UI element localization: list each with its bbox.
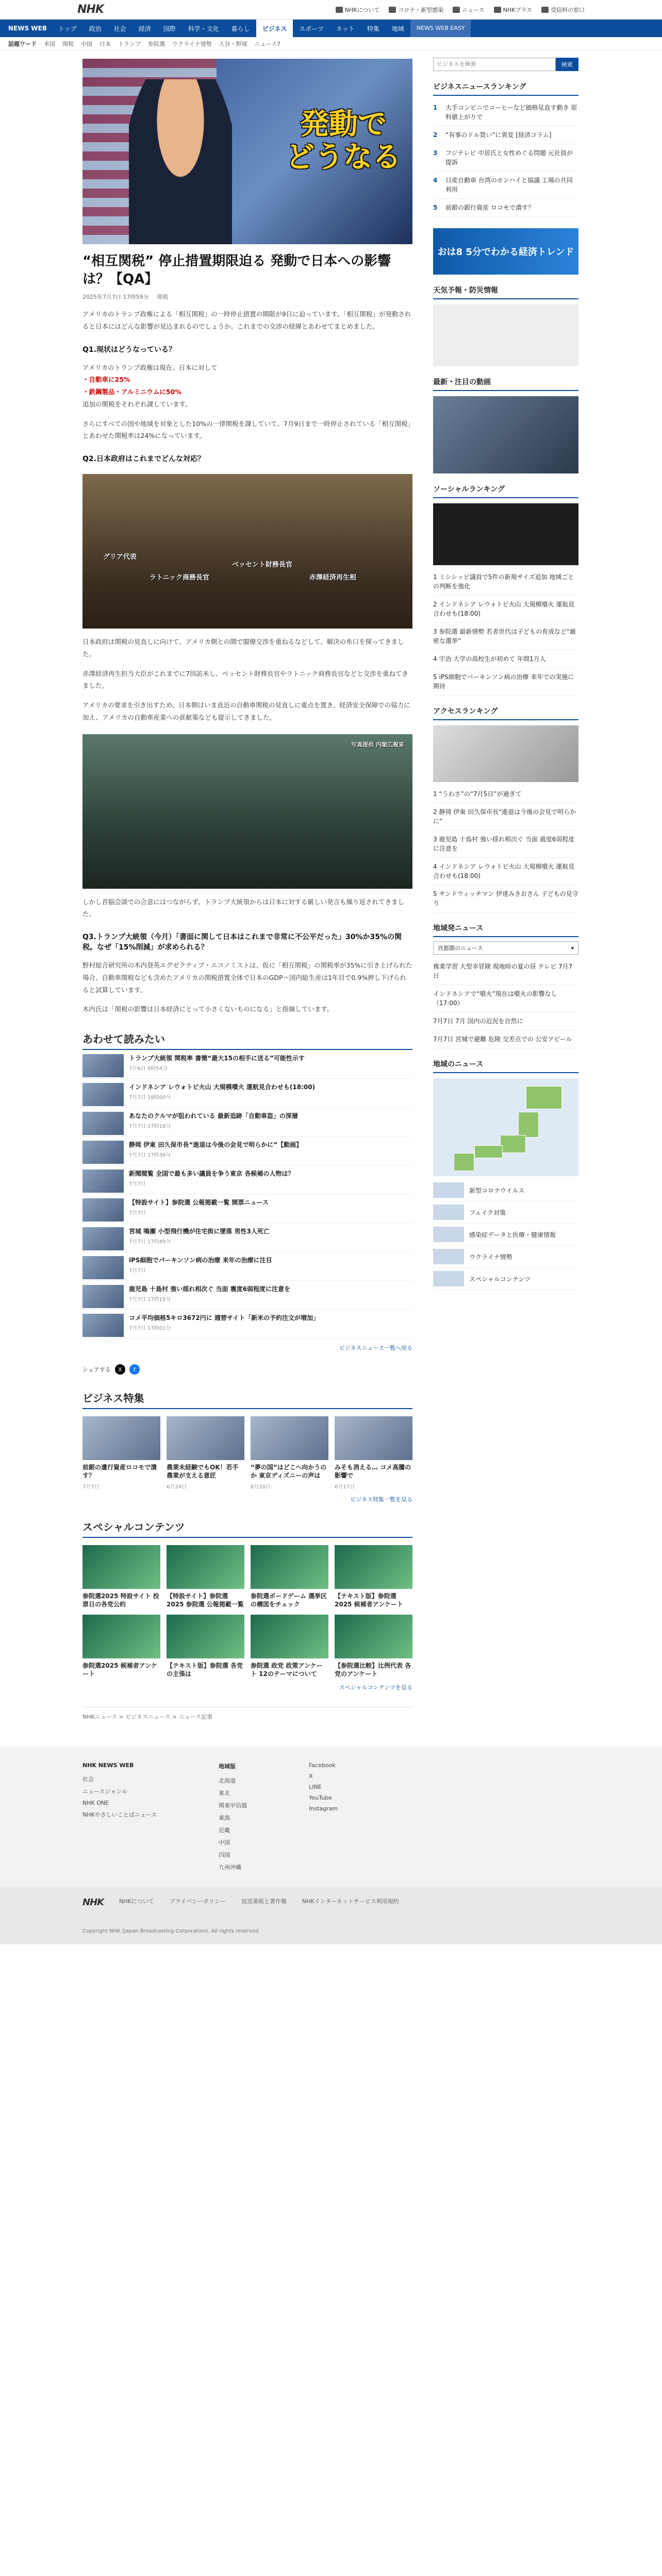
ranking-title: ビジネスニュースランキング: [433, 81, 578, 96]
photo-label: グリア代表: [103, 553, 137, 562]
nav-item[interactable]: 暮らし: [231, 25, 250, 32]
list-item[interactable]: 5 前銀の銀行資産 ロコモで潰す？: [433, 199, 578, 217]
line-link[interactable]: LINE: [309, 1784, 322, 1791]
nav-item[interactable]: 国際: [163, 25, 176, 32]
list-item[interactable]: 静岡 伊東 田久保市長“進退は今後の会見で明らかに”【動画】 7月7日 17時36分: [82, 1137, 412, 1165]
nav-item[interactable]: 地域: [391, 25, 404, 32]
list-item[interactable]: コメ平均価格5キロ3672円に 週替サイト「新米の予約注文が増加」 7月7日 17時01分: [82, 1310, 412, 1338]
thumbnail: [82, 1227, 124, 1250]
list-item[interactable]: 感染症データと医療・健康情報: [433, 1224, 578, 1246]
related-more-link[interactable]: ビジネスニュース一覧へ戻る: [339, 1345, 412, 1352]
top-link[interactable]: ニュース: [453, 6, 484, 14]
card-image: [251, 1615, 328, 1658]
footer-sns: [309, 1762, 338, 1871]
ranking-list: [433, 99, 578, 217]
question-heading: Q3.トランプ大統領（今月）「書面に関して日本はこれまで非常に不公平だった」30%か35%の関税。なぜ「15%削減」が求められる？: [82, 933, 402, 952]
list-item[interactable]: 2 静岡 伊東 田久保市長“進退は今後の会見で明らかに”: [433, 803, 578, 831]
thumbnail: [82, 1083, 124, 1106]
info-icon: [336, 7, 343, 13]
photo-label: ラトニック商務長官: [150, 574, 209, 582]
share-label: シェアする: [82, 1366, 111, 1374]
list-item[interactable]: 5 サンドウィッチマン 伊達みきおさん 子どもの見守り: [433, 885, 578, 912]
thumbnail: [82, 1285, 124, 1308]
youtube-link[interactable]: YouTube: [309, 1794, 332, 1802]
access-title: アクセスランキング: [433, 706, 578, 720]
business-title: ビジネス特集: [82, 1390, 412, 1409]
photo-credit: 写真提供 内閣広報室: [351, 741, 404, 748]
special-card[interactable]: 参院選2025 候補者アンケート: [82, 1615, 160, 1678]
weather-widget[interactable]: [433, 304, 578, 366]
main-column: [82, 50, 412, 1726]
thumbnail: [82, 1314, 124, 1337]
content-wrap: [0, 50, 662, 1726]
card-image: [167, 1545, 244, 1589]
business-card[interactable]: “夢の国”はどこへ向かうのか 東京ディズニーの声は 6月20日: [251, 1416, 328, 1489]
card-image: [167, 1615, 244, 1658]
special-card[interactable]: 【特設サイト】参院選2025 参院選 公報掲載一覧: [167, 1545, 244, 1608]
top-link[interactable]: NHKプラス: [494, 6, 532, 14]
nav-item[interactable]: スポーツ: [299, 25, 324, 32]
keyword[interactable]: トランプ: [118, 40, 141, 47]
map-region[interactable]: [500, 1135, 526, 1153]
keyword[interactable]: 中国: [81, 40, 92, 47]
map-region[interactable]: [518, 1112, 539, 1138]
person-graphic: [129, 79, 232, 244]
card-image: [82, 1545, 160, 1589]
special-card[interactable]: 参院選2025 特設サイト 投票日の各党公約: [82, 1545, 160, 1608]
list-item[interactable]: 2 “有事のドル買い”に異変 [経済コラム]: [433, 126, 578, 144]
thumbnail: [82, 1256, 124, 1279]
hero-caption: 発動で どうなる: [286, 108, 401, 175]
local-list: [433, 958, 578, 1048]
article-meta: [82, 293, 412, 301]
list-item[interactable]: フェイク対策: [433, 1201, 578, 1224]
special-card[interactable]: 【テキスト版】参院選 各党の主張は: [167, 1615, 244, 1678]
footer-bottom: NHK NHKについて プライバシーポリシー 放送番組と著作権 NHKインターネットサービス利用規約: [0, 1887, 662, 1918]
nav-item[interactable]: ネット: [336, 25, 355, 32]
card-image: [251, 1416, 328, 1460]
list-item[interactable]: 宮城 鳴瀬 小型飛行機が住宅街に墜落 男性3人死亡 7月7日 17時49分: [82, 1223, 412, 1252]
list-item[interactable]: ウクライナ情勢: [433, 1246, 578, 1268]
keyword[interactable]: 参院選: [148, 40, 165, 47]
list-item[interactable]: 1 ミシシッピ議員で5件の新規サイズ追加 地域ごとの判断を強化: [433, 568, 578, 596]
list-item[interactable]: 新聞閲覧 全国で最も多い議員を争う東京 各候補の人物は？ 7月7日: [82, 1165, 412, 1194]
thumbnail: [82, 1112, 124, 1135]
facebook-link[interactable]: Facebook: [309, 1762, 336, 1769]
special-card[interactable]: 【参院選比較】比例代表 各党のアンケート: [335, 1615, 412, 1678]
top-link[interactable]: コロナ・新型感染: [389, 6, 443, 14]
business-cards: [82, 1416, 412, 1489]
nav-brand[interactable]: NEWS WEB: [8, 25, 47, 32]
card-image: [82, 1615, 160, 1658]
article-date: 2025年7月7日 17時59分: [82, 294, 149, 301]
search-button[interactable]: 検索: [556, 58, 578, 71]
access-image: [433, 725, 578, 782]
top-links: [336, 6, 585, 14]
x-icon[interactable]: X: [115, 1364, 125, 1375]
nav-item[interactable]: トップ: [58, 25, 77, 32]
card-image: [335, 1416, 412, 1460]
feature-links: [433, 1179, 578, 1290]
list-item[interactable]: iPS細胞でパーキンソン病の治療 来年の治療に注目 7月7日: [82, 1252, 412, 1281]
list-item[interactable]: 3 フジテレビ 中居氏と女性めぐる問題 元社員が提訴: [433, 144, 578, 172]
copyright: Copyright NHK (Japan Broadcasting Corporation). All rights reserved.: [0, 1918, 662, 1944]
business-more-link[interactable]: ビジネス特集一覧を見る: [350, 1496, 412, 1503]
list-item[interactable]: 2 インドネシア レウォトビ火山 大規模噴火 運航見合わせも(18:00): [433, 596, 578, 623]
list-item[interactable]: インドネシア レウォトビ火山 大規模噴火 運航見合わせも(18:00) 7月7日 18時00分: [82, 1079, 412, 1108]
article-title: “相互関税” 停止措置期限迫る 発動で日本への影響は？【QA】: [82, 253, 391, 287]
social-title: ソーシャルランキング: [433, 484, 578, 498]
thumbnail: [82, 1198, 124, 1222]
card-image: [82, 1416, 160, 1460]
list-item[interactable]: 鹿児島 十島村 強い揺れ相次ぐ 当面 震度6弱程度に注意を 7月7日 17時15分: [82, 1281, 412, 1310]
business-card[interactable]: 農業未経験でもOK！若手農業が支える意匠 6月24日: [167, 1416, 244, 1489]
card-image: [251, 1545, 328, 1589]
local-title: 地域発ニュース: [433, 923, 578, 937]
list-item[interactable]: 3 鹿児島 十島村 強い揺れ相次ぐ 当面 震度6弱程度に注意を: [433, 831, 578, 858]
facebook-icon[interactable]: f: [129, 1364, 140, 1375]
play-icon: [494, 7, 501, 13]
keyword-label: 話題ワード: [8, 40, 37, 47]
thumbnail: [82, 1054, 124, 1077]
photo-label: ベッセント財務長官: [232, 561, 293, 569]
paragraph: 野村総合研究所の木内登英エグゼクティブ・エコノミストは、仮に「相互関税」の関税率が35%に引き上げられた場合、自動車関税なども含めたアメリカの関税措置全体で日本のGDP＝国内総生産は1年目で0.9%押し下げられると試算しています。: [82, 961, 412, 994]
chevron-down-icon: ▾: [571, 944, 574, 952]
top-bar: [0, 0, 662, 20]
map-region[interactable]: [454, 1153, 474, 1171]
summit-photo: [82, 734, 412, 889]
nav-item[interactable]: 科学・文化: [188, 25, 219, 32]
nav-item[interactable]: 経済: [138, 25, 151, 32]
latest-title: 最新・注目の動画: [433, 377, 578, 391]
list-item[interactable]: 7月7日 7月 国内の近況を自然に: [433, 1012, 578, 1030]
nhk-logo-footer[interactable]: NHK: [82, 1897, 104, 1908]
hero-image: [82, 59, 412, 244]
list-item[interactable]: 新型コロナウイルス: [433, 1179, 578, 1201]
nav-item[interactable]: 社会: [113, 25, 126, 32]
list-item[interactable]: 複業学習 大型幸冒険 現地時の夏の昼 テレビ 7月7日: [433, 958, 578, 985]
footer-col: NHK NEWS WEB 社会 ニュースジャンル NHK ONE NHKやさしいことばニュース: [82, 1762, 157, 1819]
paragraph: 日本政府は関税の見直しに向けて、アメリカ側との間で閣僚交渉を重ねるなどして、解決の糸口を探ってきました。: [82, 638, 404, 658]
related-title: あわせて読みたい: [82, 1031, 412, 1050]
nhk-logo[interactable]: NHK: [77, 3, 104, 16]
search-input[interactable]: [433, 58, 556, 71]
weather-title: 天気予報・防災情報: [433, 285, 578, 299]
virus-icon: [389, 7, 396, 13]
question-heading: Q1.現状はどうなっている？: [82, 345, 176, 354]
list-item[interactable]: 7月7日 宮城で避難 危険 交差点での 公安アピール: [433, 1030, 578, 1048]
special-card[interactable]: 参院選 政党 政策アンケート 12のテーマについて: [251, 1615, 328, 1678]
special-card[interactable]: 【テキスト版】参院選2025 候補者アンケート: [335, 1545, 412, 1608]
map-region[interactable]: [474, 1145, 503, 1158]
card-image: [335, 1545, 412, 1589]
keyword-bar: [0, 37, 662, 50]
keyword[interactable]: 関税: [62, 40, 74, 47]
article-body: [82, 308, 412, 1015]
photo-label: 赤澤経済再生相: [309, 574, 357, 582]
list-item[interactable]: 4 インドネシア レウォトビ火山 大規模噴火 運航見合わせも(18:00): [433, 858, 578, 885]
access-list: [433, 785, 578, 912]
nav-item-active[interactable]: ビジネス: [256, 20, 293, 37]
article-category[interactable]: 関税: [157, 294, 169, 301]
card-image: [335, 1615, 412, 1658]
list-item[interactable]: スペシャルコンテンツ: [433, 1268, 578, 1290]
list-item[interactable]: 4 宇治 大学の高校生が初めて 年間1万人: [433, 650, 578, 668]
search-box: [433, 58, 578, 71]
keyword[interactable]: 米国: [44, 40, 55, 47]
promo-banner[interactable]: おは8 5分でわかる経済トレンド: [433, 228, 578, 275]
footer-col: 地域版 北海道 東北 関東甲信越 東海 近畿 中国 四国 九州沖縄: [219, 1763, 247, 1871]
nav-item[interactable]: 特集: [367, 25, 379, 32]
special-title: スペシャルコンテンツ: [82, 1519, 412, 1538]
paragraph: アメリカのトランプ政権は現在、日本に対して ・自動車に25% ・鉄鋼製品・アルミニウムに50% 追加の関税をそれぞれ課しています。: [82, 363, 218, 408]
list-item[interactable]: 1 大手コンビニでコーヒーなど価格見直す動き 原料値上がりで: [433, 99, 578, 126]
site-footer: [0, 1747, 662, 1887]
nav-item[interactable]: 政治: [89, 25, 102, 32]
sidebar: [433, 50, 578, 1726]
list-item[interactable]: インドネシアで“噴火”現在は噴火の影響なし（17:00）: [433, 985, 578, 1012]
top-link[interactable]: NHKについて: [336, 6, 380, 14]
keyword[interactable]: 大谷・野球: [219, 40, 247, 47]
video-widget[interactable]: [433, 396, 578, 473]
list-item[interactable]: 【特設サイト】参院選 公報掲載一覧 開票ニュース 7月7日: [82, 1194, 412, 1223]
social-list: [433, 568, 578, 696]
social-image: [433, 503, 578, 565]
business-card[interactable]: みそも消える… コメ高騰の影響で 6月17日: [335, 1416, 412, 1489]
paragraph: 木内氏は「関税の影響は日本経済にとって小さくないものになる」と指摘しています。: [82, 1005, 334, 1013]
meeting-photo: [82, 474, 412, 629]
special-more-link[interactable]: スペシャルコンテンツを見る: [339, 1684, 412, 1691]
thumbnail: [82, 1170, 124, 1193]
paragraph: さらにすべての国や地域を対象とした10%の一律関税を課していて、7月9日まで一時停止されている「相互関税」とあわせた関税率は24%になっています。: [82, 419, 411, 440]
breadcrumb[interactable]: NHKニュース > ビジネスニュース > ニュース記事: [82, 1707, 412, 1726]
top-link[interactable]: 受信料の窓口: [541, 6, 585, 14]
list-item[interactable]: あなたのクルマが狙われている 最新追跡「自動車盗」の深層 7月7日 17時16分: [82, 1108, 412, 1137]
news-icon: [453, 7, 460, 13]
x-link[interactable]: X: [309, 1773, 313, 1780]
thumbnail: [82, 1141, 124, 1164]
map-title: 地域のニュース: [433, 1059, 578, 1073]
list-item[interactable]: 5 iPS細胞でパーキンソン病の治療 来年での実施に期待: [433, 668, 578, 696]
main-nav: [0, 20, 662, 37]
instagram-link[interactable]: Instagram: [309, 1805, 338, 1812]
paragraph: 赤澤経済再生担当大臣がこれまでに7回訪米し、ベッセント財務長官やラトニック商務長官などと交渉を重ねてきました。: [82, 669, 408, 690]
paragraph: アメリカのトランプ政権による「相互関税」の一時停止措置の期限が9日に迫っています。「相互関税」が発動されると日本にはどんな影響が見込まれるのでしょうか。これまでの交渉の経緯とあわせてまとめました。: [82, 310, 411, 330]
special-cards: [82, 1545, 412, 1679]
nav-easy[interactable]: NEWS WEB EASY: [410, 20, 471, 37]
business-card[interactable]: 前銀の遺行資産ロコモで潰す？ 7月7日: [82, 1416, 160, 1489]
yen-icon: [541, 7, 549, 13]
japan-map[interactable]: [433, 1078, 578, 1176]
keyword[interactable]: 日本: [100, 40, 111, 47]
paragraph: アメリカの要求を引き出すため、日本側はいま直近の自動車関税の見直しに重点を置き、経済安全保障での協力に加え、アメリカの自動車産業への貢献策なども提示してきました。: [82, 701, 410, 721]
keyword[interactable]: ニュース7: [254, 40, 281, 47]
special-card[interactable]: 参院選ボードゲーム 選挙区の構図をチェック: [251, 1545, 328, 1608]
list-item[interactable]: 3 参院選 最新情勢 若者世代は子どもの育成など“厳密な選挙”: [433, 623, 578, 650]
paragraph: しかし首脳会談での合意にはつながらず、トランプ大統領からは日本に対する厳しい発言も繰り返されてきました。: [82, 897, 405, 918]
local-select[interactable]: 首都圏のニュース ▾: [433, 941, 578, 955]
related-list: [82, 1050, 412, 1338]
question-heading: Q2.日本政府はこれまでどんな対応？: [82, 455, 205, 464]
list-item[interactable]: トランプ大統領 関税率 書簡“最大15の相手に送る”可能性示す 7月6日 9時54分: [82, 1050, 412, 1079]
keyword[interactable]: ウクライナ情勢: [172, 40, 212, 47]
list-item[interactable]: 1 “うわさ”の“7月5日”が過ぎて: [433, 785, 578, 803]
share-bar: [82, 1364, 412, 1375]
card-image: [167, 1416, 244, 1460]
map-region[interactable]: [526, 1086, 562, 1109]
list-item[interactable]: 4 日産自動車 台湾のホンハイと協議 工場の共同利用: [433, 172, 578, 199]
